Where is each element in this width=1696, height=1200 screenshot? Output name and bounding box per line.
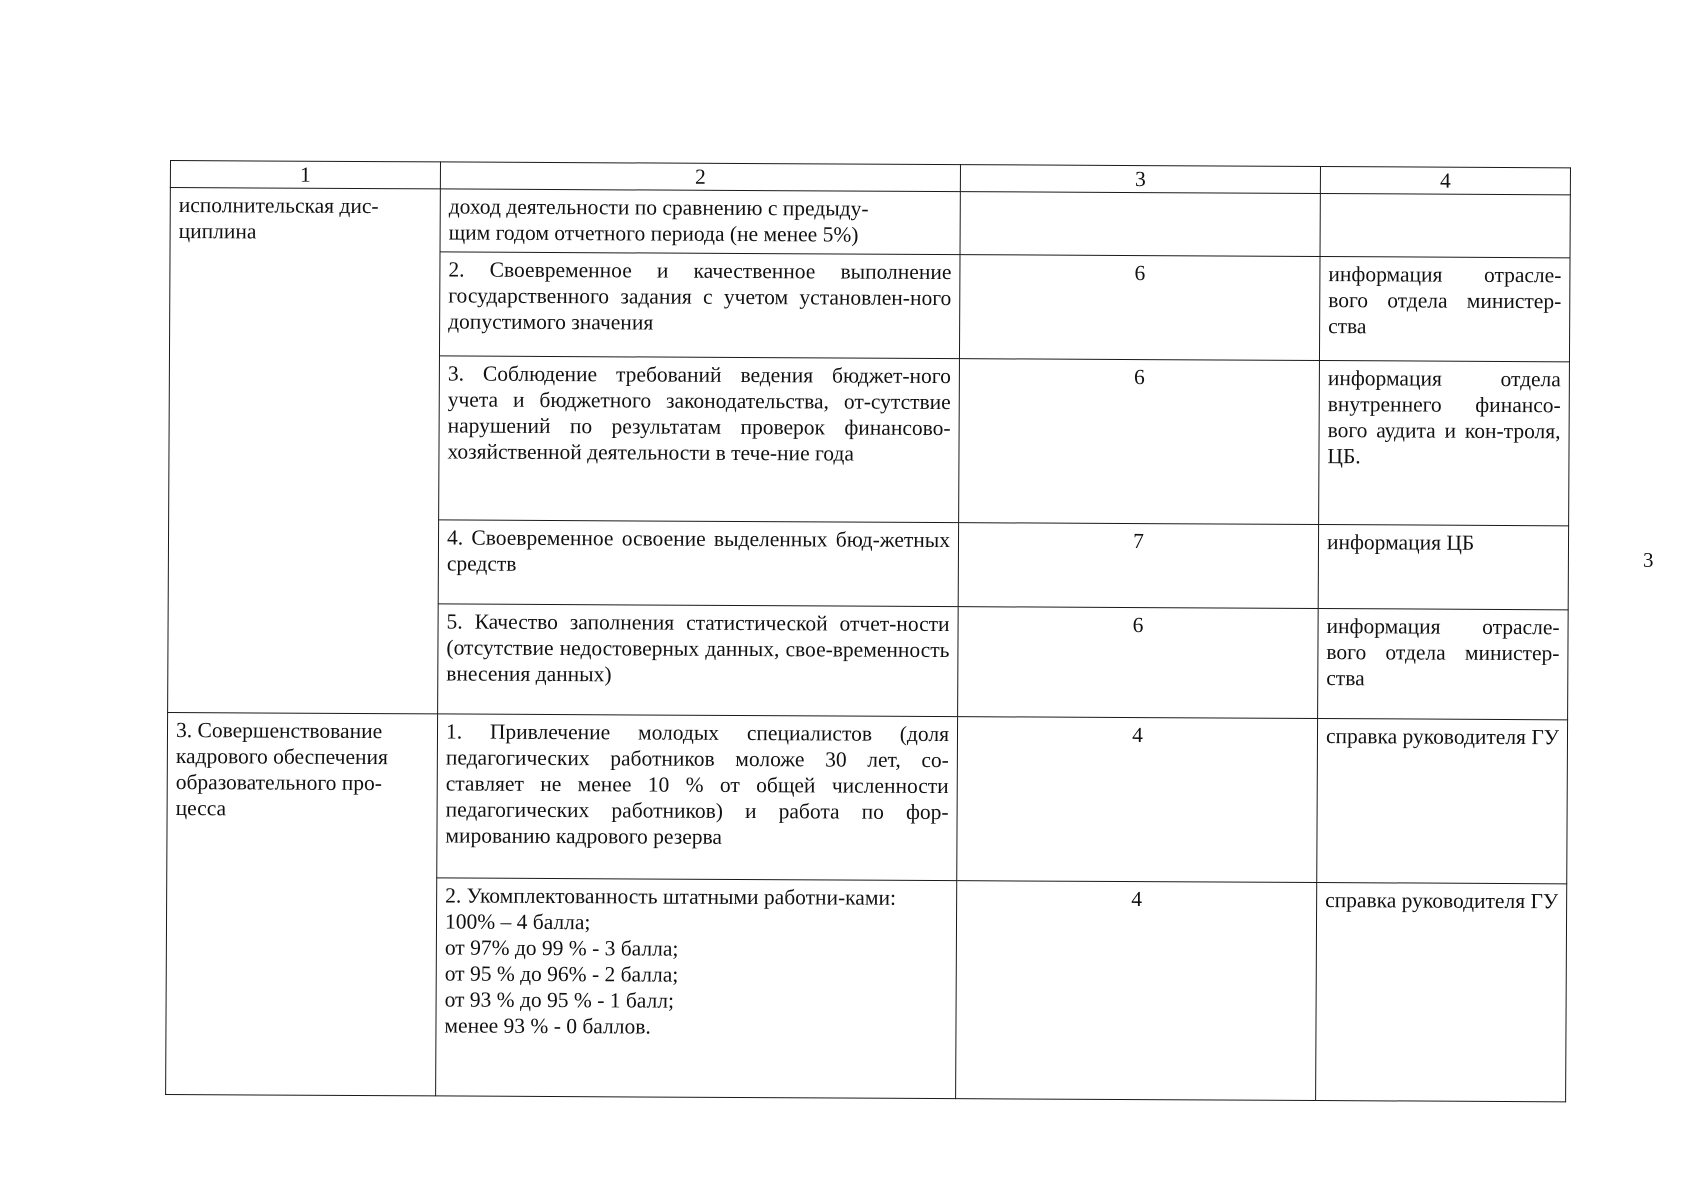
indicator-cell: 3. Соблюдение требований ведения бюджет-ного учета и бюджетного законодательства, от-сутствие нарушений по результатам проверок финансово-хозяйственной деятельности в тече-ние года	[439, 356, 960, 523]
scale-line: от 95 % до 96% - 2 балла;	[444, 961, 679, 987]
score-cell: 4	[957, 717, 1318, 883]
scoring-scale	[444, 908, 948, 1041]
source-cell: справка руководителя ГУ	[1317, 719, 1568, 884]
indicator-intro: 2. Укомплектованность штатными работни-ками:	[445, 883, 897, 910]
source-cell: информация отрасле-вого отдела министер-ства	[1319, 257, 1570, 362]
indicator-cell	[440, 189, 960, 255]
header-col-3: 3	[960, 165, 1320, 194]
criterion-line: циплина	[178, 219, 257, 244]
indicator-cell: 5. Качество заполнения статистической отчет-ности (отсутствие недостоверных данных, свое-временность внесения данных)	[438, 604, 959, 717]
scale-line: от 93 % до 95 % - 1 балл;	[444, 987, 675, 1013]
score-cell: 6	[959, 359, 1320, 525]
header-col-2: 2	[440, 162, 960, 192]
indicator-line: доход деятельности по сравнению с предыду-	[448, 194, 869, 221]
indicator-cell: 1. Привлечение молодых специалистов (доля педагогических работников моложе 30 лет, со-ставляет не менее 10 % от общей численности педагогических работников) и работа по фор-мированию кадрового резерва	[437, 714, 958, 881]
source-cell	[1320, 194, 1570, 258]
page-number: 3	[1643, 548, 1654, 572]
indicator-cell: 4. Своевременное освоение выделенных бюд-жетных средств	[438, 520, 958, 607]
criterion-line: исполнительская дис-	[178, 193, 379, 219]
criteria-table	[165, 160, 1571, 1102]
indicator-cell: 2. Своевременное и качественное выполнение государственного задания с учетом установлен-ного допустимого значения	[439, 252, 960, 359]
table-row	[167, 712, 1568, 883]
criterion-cell: 3. Совершенствование кадрового обеспечения образовательного про-цесса	[166, 712, 438, 1095]
table-row	[170, 188, 1570, 258]
source-cell: информация отрасле-вого отдела министер-ства	[1318, 609, 1569, 720]
score-cell: 7	[958, 523, 1318, 609]
scale-line: менее 93 % - 0 баллов.	[444, 1013, 651, 1039]
score-cell: 6	[959, 255, 1320, 361]
header-col-4: 4	[1320, 167, 1570, 195]
score-cell: 4	[956, 881, 1317, 1101]
source-cell: справка руководителя ГУ	[1316, 883, 1567, 1102]
score-cell: 6	[958, 607, 1319, 719]
criterion-cell	[168, 188, 441, 714]
source-cell: информация отдела внутреннего финансо-вого аудита и кон-троля, ЦБ.	[1319, 361, 1570, 526]
indicator-cell	[436, 878, 957, 1099]
header-col-1: 1	[170, 161, 440, 189]
scale-line: 100% – 4 балла;	[444, 909, 591, 935]
indicator-text	[449, 193, 952, 248]
score-cell	[960, 192, 1320, 257]
scale-line: от 97% до 99 % - 3 балла;	[444, 935, 679, 961]
indicator-line: щим годом отчетного периода (не менее 5%)	[448, 220, 859, 247]
criterion-text	[179, 192, 432, 245]
source-cell: информация ЦБ	[1318, 525, 1568, 610]
